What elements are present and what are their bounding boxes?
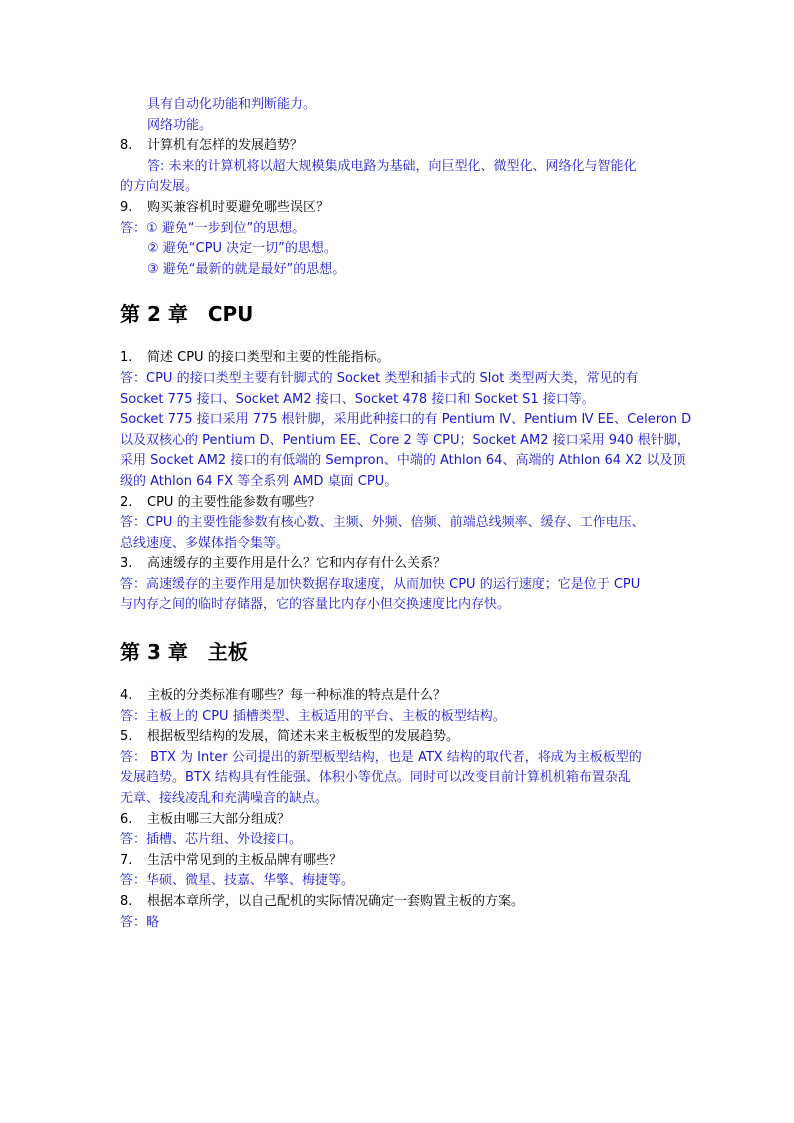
answer-line: 答：① 避免“一步到位”的思想。	[120, 220, 306, 236]
question-number: 3.	[120, 556, 133, 572]
answer-line: 以及双核心的 Pentium D、Pentium EE、Core 2 等 CPU；Socket AM2 接口采用 940 根针脚，	[120, 432, 690, 448]
answer-line: 答：略	[120, 914, 160, 930]
question-2	[120, 493, 680, 514]
question-number: 2.	[120, 494, 133, 510]
question-number: 9.	[120, 199, 133, 215]
question-4	[120, 686, 680, 707]
question-text: 生活中常见到的主板品牌有哪些？	[147, 852, 343, 868]
question-9	[120, 198, 680, 219]
question-text: 根据板型结构的发展，简述未来主板板型的发展趋势。	[147, 729, 460, 745]
answer-line: 答：高速缓存的主要作用是加快数据存取速度，从而加快 CPU 的运行速度；它是位于 CPU	[120, 576, 641, 592]
question-number: 5.	[120, 729, 133, 745]
question-text: CPU 的主要性能参数有哪些？	[147, 494, 321, 510]
question-7	[120, 851, 680, 872]
answer-line: 总线速度、多媒体指令集等。	[120, 535, 290, 551]
answer-line: 采用 Socket AM2 接口的有低端的 Sempron、中端的 Athlon 64、高端的 Athlon 64 X2 以及顶	[120, 453, 686, 469]
answer-line: 网络功能。	[147, 117, 213, 133]
answer-line: 答: 未来的计算机将以超大规模集成电路为基础，向巨型化、微型化、网络化与智能化	[147, 158, 637, 174]
answer-line: 答：插槽、芯片组、外设接口。	[120, 832, 303, 848]
chapter-number: 第 2 章	[120, 302, 188, 327]
question-text: 简述 CPU 的接口类型和主要的性能指标。	[147, 350, 390, 366]
page-content	[120, 95, 692, 933]
answer-line: 答：华硕、微星、技嘉、华擎、梅捷等。	[120, 873, 355, 889]
chapter-number: 第 3 章	[120, 640, 188, 665]
answer-line: 的方向发展。	[120, 179, 199, 195]
answer-line: 答： BTX 为 Inter 公司提出的新型板型结构，也是 ATX 结构的取代者，将成为主板板型的	[120, 749, 642, 765]
question-text: 计算机有怎样的发展趋势？	[147, 138, 304, 154]
chapter-3-heading	[120, 639, 680, 665]
answer-line: 答：CPU 的接口类型主要有针脚式的 Socket 类型和插卡式的 Slot 类型两大类，常见的有	[120, 370, 639, 386]
question-8	[120, 892, 680, 913]
question-text: 高速缓存的主要作用是什么？它和内存有什么关系？	[147, 556, 447, 572]
answer-line: 具有自动化功能和判断能力。	[147, 97, 317, 112]
answer-line: 发展趋势。BTX 结构具有性能强、体积小等优点。同时可以改变目前计算机机箱布置杂乱	[120, 770, 631, 786]
answer-line: 与内存之间的临时存储器，它的容量比内存小但交换速度比内存快。	[120, 597, 511, 613]
answer-line: 答：CPU 的主要性能参数有核心数、主频、外频、倍频、前端总线频率、缓存、工作电压、	[120, 515, 645, 531]
answer-line: 答：主板上的 CPU 插槽类型、主板适用的平台、主板的板型结构。	[120, 708, 506, 724]
question-text: 购买兼容机时要避免哪些误区？	[147, 199, 330, 215]
question-1	[120, 348, 680, 369]
question-3	[120, 554, 680, 575]
question-8	[120, 136, 680, 157]
question-text: 主板的分类标准有哪些？每一种标准的特点是什么？	[147, 688, 447, 704]
question-6	[120, 810, 680, 831]
question-number: 8.	[120, 138, 133, 154]
question-number: 4.	[120, 688, 133, 704]
question-text: 根据本章所学，以自己配机的实际情况确定一套购置主板的方案。	[147, 894, 525, 909]
chapter-title: CPU	[207, 302, 254, 327]
chapter-2-heading	[120, 301, 680, 327]
answer-line: 无章、接线凌乱和充满噪音的缺点。	[120, 791, 329, 807]
answer-line: 级的 Athlon 64 FX 等全系列 AMD 桌面 CPU。	[120, 473, 398, 489]
question-number: 1.	[120, 350, 133, 366]
chapter-title: 主板	[207, 640, 248, 665]
answer-line: Socket 775 接口、Socket AM2 接口、Socket 478 接口和 Socket S1 接口等。	[120, 391, 595, 407]
question-text: 主板由哪三大部分组成？	[147, 811, 291, 827]
answer-line: ③ 避免“最新的就是最好”的思想。	[147, 261, 346, 277]
question-number: 8.	[120, 894, 133, 909]
answer-line: Socket 775 接口采用 775 根针脚，采用此种接口的有 Pentium Ⅳ、Pentium Ⅳ EE、Celeron D	[120, 412, 692, 428]
question-number: 6.	[120, 811, 133, 827]
question-number: 7.	[120, 852, 133, 868]
question-5	[120, 727, 680, 748]
answer-line: ② 避免“CPU 决定一切”的思想。	[147, 241, 337, 257]
